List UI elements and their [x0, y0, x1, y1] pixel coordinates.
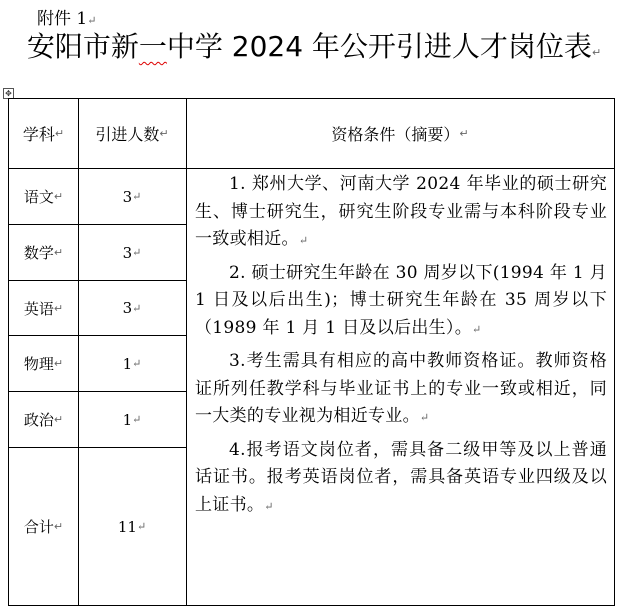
row-divider [186, 168, 614, 169]
count-cell-total: 11 ↵ [117, 517, 147, 536]
subject-cell-physics: 物理 ↵ [23, 355, 64, 373]
requirement-item: 4.报考语文岗位者，需具备二级甲等及以上普通话证书。报考英语岗位者，需具备英语专业四级及以上证书。↵ [195, 439, 607, 515]
subject-cell-english: 英语 ↵ [23, 299, 64, 318]
requirement-item: 2. 硕士研究生年龄在 30 周岁以下(1994 年 1 月 1 日及以后出生)；博士研究生年龄在 35 周岁以下（1989 年 1 月 1 日及以后出生）。↵ [195, 262, 607, 338]
requirement-item: 3.考生需具有相应的高中教师资格证。教师资格证所列任教学科与毕业证书上的专业一致或相近，同一大类的专业视为相近专业。↵ [195, 351, 607, 426]
table-move-handle-icon[interactable]: ✥ [3, 88, 14, 99]
count-cell-math: 3 ↵ [122, 243, 142, 262]
requirements-cell [195, 171, 607, 525]
count-cell-english: 3 ↵ [122, 299, 142, 317]
subject-cell-math: 数学 ↵ [23, 244, 64, 262]
header-requirements: 资格条件（摘要） ↵ [331, 125, 469, 144]
spellcheck-underline: 一 [138, 30, 167, 63]
count-cell-politics: 1 ↵ [122, 410, 142, 429]
requirement-item: 1. 郑州大学、河南大学 2024 年毕业的硕士研究生、博士研究生，研究生阶段专业需与本科阶段专业一致或相近。↵ [195, 174, 607, 249]
header-subject: 学科 ↵ [22, 125, 65, 144]
positions-table [8, 98, 615, 606]
count-cell-physics: 1 ↵ [122, 354, 142, 373]
subject-cell-total: 合计 ↵ [23, 518, 64, 536]
appendix-label: 附件 1↵ [37, 9, 97, 29]
count-cell-chinese: 3 ↵ [122, 187, 142, 206]
column-divider [186, 99, 187, 605]
header-count: 引进人数 ↵ [95, 125, 169, 144]
subject-cell-politics: 政治 ↵ [23, 411, 64, 429]
page-title: 安阳市新一中学 2024 年公开引进人才岗位表↵ [26, 30, 602, 63]
subject-cell-chinese: 语文 ↵ [23, 188, 64, 206]
